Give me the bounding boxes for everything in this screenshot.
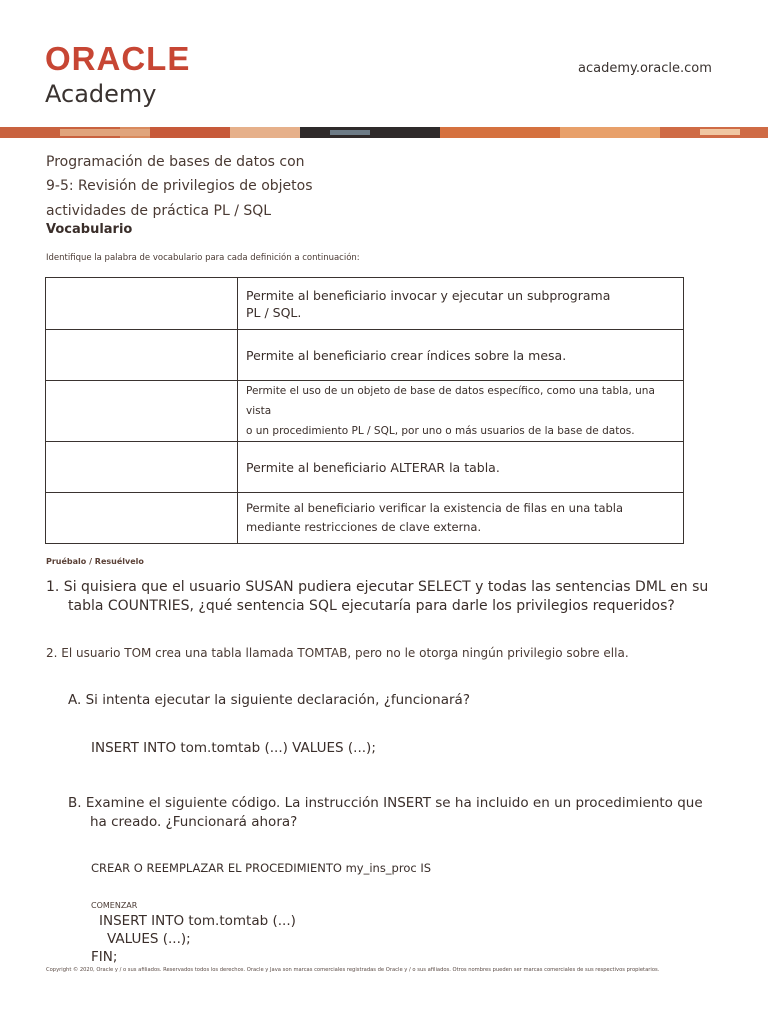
definition-text: PL / SQL. bbox=[246, 304, 302, 320]
table-row bbox=[46, 278, 684, 330]
definition-text: mediante restricciones de clave externa. bbox=[246, 520, 482, 534]
question-2: 2. El usuario TOM crea una tabla llamada TOMTAB, pero no le otorga ningún privilegio sobre ella. bbox=[46, 646, 629, 660]
definition-cell bbox=[238, 330, 684, 381]
academy-subtitle: Academy bbox=[45, 80, 157, 108]
code-procedure-header: CREAR O REEMPLAZAR EL PROCEDIMIENTO my_ins_proc IS bbox=[91, 861, 432, 875]
table-row bbox=[46, 493, 684, 544]
definition-text: Permite al beneficiario crear índices sobre la mesa. bbox=[246, 347, 567, 363]
code-line-end: FIN; bbox=[91, 949, 118, 965]
decorative-banner bbox=[0, 127, 768, 138]
site-url: academy.oracle.com bbox=[578, 61, 712, 76]
vocabulary-heading: Vocabulario bbox=[46, 222, 133, 237]
table-row bbox=[46, 381, 684, 442]
definition-cell bbox=[238, 442, 684, 493]
definition-text: o un procedimiento PL / SQL, por uno o más usuarios de la base de datos. bbox=[246, 425, 635, 437]
code-begin-keyword: COMENZAR bbox=[91, 901, 138, 910]
definition-text: Permite el uso de un objeto de base de datos específico, como una tabla, una vista bbox=[246, 385, 655, 417]
practice-heading: Pruébalo / Resuélvelo bbox=[46, 557, 144, 566]
term-cell[interactable] bbox=[46, 381, 238, 442]
oracle-wordmark: ORACLE bbox=[45, 40, 191, 77]
term-cell[interactable] bbox=[46, 278, 238, 330]
definition-cell bbox=[238, 493, 684, 544]
copyright-footer: Copyright © 2020, Oracle y / o sus afiliados. Reservados todos los derechos. Oracle y Java son marcas comerciales registradas de Oracle y / o sus afiliados. Otros nombres pueden ser marcas comerciales de sus respectivos propietarios. bbox=[46, 967, 660, 973]
question-2b-line-2: ha creado. ¿Funcionará ahora? bbox=[90, 814, 298, 830]
table-row bbox=[46, 442, 684, 493]
title-line-2: 9-5: Revisión de privilegios de objetos bbox=[46, 178, 313, 194]
question-1 bbox=[46, 578, 726, 616]
oracle-logo bbox=[45, 40, 191, 77]
question-1-line-2: tabla COUNTRIES, ¿qué sentencia SQL ejecutaría para darle los privilegios requeridos? bbox=[68, 598, 675, 614]
code-line-insert: INSERT INTO tom.tomtab (...) bbox=[99, 913, 296, 929]
vocabulary-instruction: Identifique la palabra de vocabulario para cada definición a continuación: bbox=[46, 253, 360, 263]
definition-cell bbox=[238, 381, 684, 442]
definition-text: Permite al beneficiario invocar y ejecutar un subprograma bbox=[246, 287, 611, 303]
code-insert-statement: INSERT INTO tom.tomtab (...) VALUES (...); bbox=[91, 740, 376, 756]
definition-text: Permite al beneficiario ALTERAR la tabla. bbox=[246, 459, 500, 475]
title-line-1: Programación de bases de datos con bbox=[46, 154, 305, 170]
definition-cell bbox=[238, 278, 684, 330]
term-cell[interactable] bbox=[46, 330, 238, 381]
term-cell[interactable] bbox=[46, 493, 238, 544]
code-line-values: VALUES (...); bbox=[107, 931, 191, 947]
question-2a: A. Si intenta ejecutar la siguiente declaración, ¿funcionará? bbox=[68, 692, 470, 708]
title-line-3: actividades de práctica PL / SQL bbox=[46, 203, 272, 219]
term-cell[interactable] bbox=[46, 442, 238, 493]
definition-text: Permite al beneficiario verificar la existencia de filas en una tabla bbox=[246, 501, 624, 515]
vocabulary-table bbox=[45, 277, 684, 544]
table-row bbox=[46, 330, 684, 381]
question-1-line-1: 1. Si quisiera que el usuario SUSAN pudiera ejecutar SELECT y todas las sentencias DML en su bbox=[46, 579, 709, 595]
question-2b bbox=[68, 794, 728, 832]
question-2b-line-1: B. Examine el siguiente código. La instrucción INSERT se ha incluido en un procedimiento que bbox=[68, 795, 703, 811]
